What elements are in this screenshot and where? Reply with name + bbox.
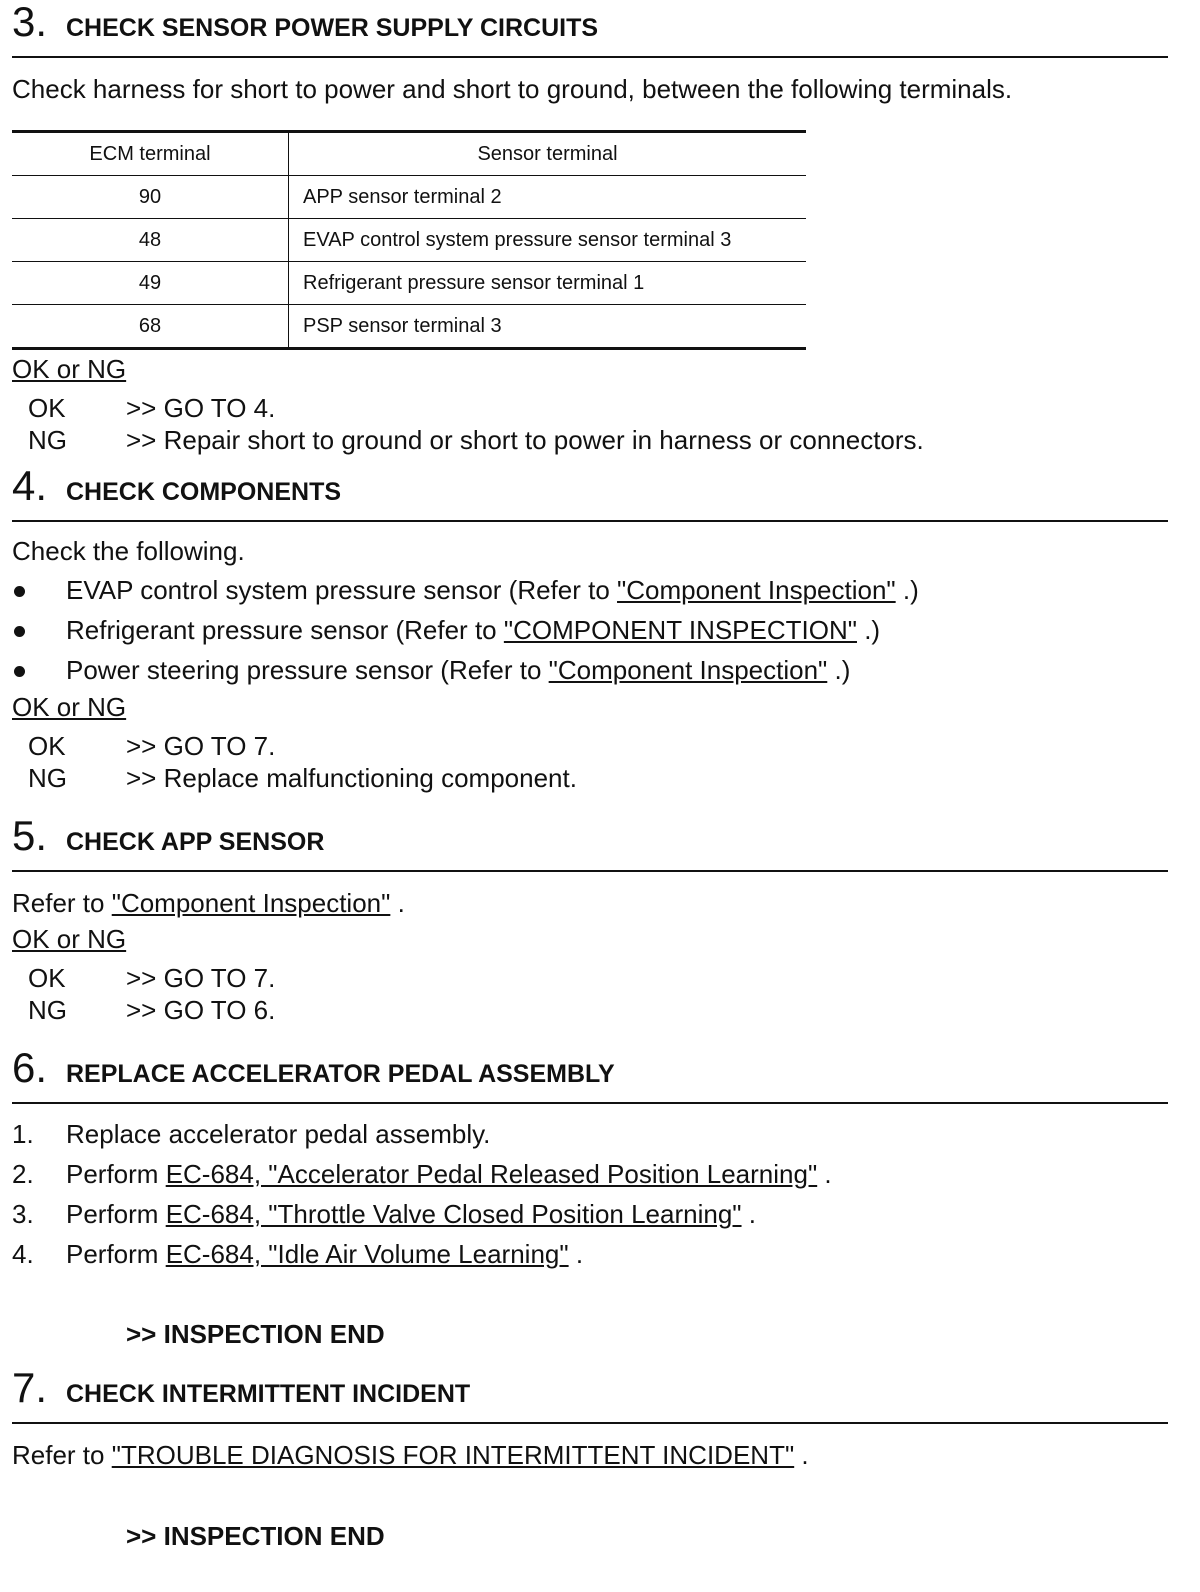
- table-cell-sensor: PSP sensor terminal 3: [289, 305, 807, 349]
- step-5-number: 5.: [12, 812, 48, 859]
- table-cell-ecm: 90: [12, 176, 289, 219]
- list-item: [12, 570, 1168, 610]
- pedal-released-learning-link[interactable]: EC-684, "Accelerator Pedal Released Position Learning": [165, 1159, 818, 1189]
- item-text: [66, 1194, 756, 1234]
- component-inspection-link[interactable]: "COMPONENT INSPECTION": [503, 615, 857, 645]
- list-item: [12, 650, 1168, 690]
- table-row: [12, 305, 806, 349]
- item-number: 2.: [12, 1159, 34, 1189]
- table-header-sensor: Sensor terminal: [289, 132, 807, 176]
- step-5-prefix: Refer to: [12, 888, 112, 918]
- step-7-prefix: Refer to: [12, 1440, 112, 1470]
- numbered-item: [12, 1154, 1168, 1194]
- ng-action: >> GO TO 6.: [126, 995, 276, 1025]
- item-text: [66, 1114, 490, 1154]
- step-7-number: 7.: [12, 1364, 48, 1411]
- idle-air-volume-learning-link[interactable]: EC-684, "Idle Air Volume Learning": [165, 1239, 569, 1269]
- trouble-diagnosis-link[interactable]: "TROUBLE DIAGNOSIS FOR INTERMITTENT INCIDENT": [111, 1440, 795, 1470]
- table-row: [12, 219, 806, 262]
- step-6-section: [12, 1044, 1168, 1350]
- table-cell-sensor: EVAP control system pressure sensor terminal 3: [289, 219, 807, 262]
- list-item-text: [66, 650, 850, 690]
- step-3-intro: Check harness for short to power and short to ground, between the following terminals.: [12, 74, 1013, 104]
- table-header-row: [12, 132, 806, 176]
- step-7-end: >> INSPECTION END: [126, 1521, 385, 1551]
- step-7-header: [12, 1364, 1168, 1424]
- ok-action: >> GO TO 4.: [126, 393, 276, 423]
- item-prefix: Replace accelerator pedal assembly.: [66, 1119, 491, 1149]
- ok-action: >> GO TO 7.: [126, 963, 276, 993]
- numbered-item: [12, 1234, 1168, 1274]
- list-item-prefix: EVAP control system pressure sensor (Refer to: [66, 575, 618, 605]
- terminal-table: [12, 130, 806, 350]
- ng-action: >> Repair short to ground or short to power in harness or connectors.: [126, 425, 924, 455]
- step-6-end: >> INSPECTION END: [126, 1319, 385, 1349]
- step-5-suffix: .: [390, 888, 405, 918]
- table-row: [12, 262, 806, 305]
- item-prefix: Perform: [66, 1199, 166, 1229]
- numbered-item: [12, 1114, 1168, 1154]
- table-cell-ecm: 49: [12, 262, 289, 305]
- item-suffix: .: [568, 1239, 584, 1269]
- item-number: 3.: [12, 1199, 34, 1229]
- step-5-ng-result: [12, 994, 1168, 1026]
- step-6-number: 6.: [12, 1044, 48, 1091]
- table-cell-ecm: 68: [12, 305, 289, 349]
- item-text: [66, 1234, 583, 1274]
- step-4-number: 4.: [12, 462, 48, 509]
- ok-key: OK: [28, 963, 66, 993]
- step-3-title: CHECK SENSOR POWER SUPPLY CIRCUITS: [66, 14, 599, 42]
- step-5-okng-label: OK or NG: [12, 924, 127, 954]
- ng-key: NG: [28, 425, 67, 455]
- list-item: [12, 610, 1168, 650]
- ok-key: OK: [28, 731, 66, 761]
- step-6-header: [12, 1044, 1168, 1104]
- component-inspection-link[interactable]: "Component Inspection": [548, 655, 828, 685]
- table-row: [12, 176, 806, 219]
- list-item-prefix: Refrigerant pressure sensor (Refer to: [66, 615, 504, 645]
- step-3-ok-result: [12, 392, 1168, 424]
- table-cell-sensor: Refrigerant pressure sensor terminal 1: [289, 262, 807, 305]
- list-item-suffix: .): [856, 615, 881, 645]
- item-prefix: Perform: [66, 1159, 166, 1189]
- ok-key: OK: [28, 393, 66, 423]
- step-4-section: [12, 462, 1168, 794]
- table-header-ecm: ECM terminal: [12, 132, 289, 176]
- ng-key: NG: [28, 995, 67, 1025]
- bullet-icon: [14, 626, 25, 637]
- step-5-title: CHECK APP SENSOR: [66, 828, 325, 856]
- step-3-section: [12, 0, 1168, 456]
- step-7-text: [12, 1436, 1168, 1474]
- step-5-header: [12, 812, 1168, 872]
- component-inspection-link[interactable]: "Component Inspection": [617, 575, 896, 605]
- step-5-ok-result: [12, 962, 1168, 994]
- item-prefix: Perform: [66, 1239, 166, 1269]
- step-6-title: REPLACE ACCELERATOR PEDAL ASSEMBLY: [66, 1060, 615, 1088]
- step-7-section: [12, 1364, 1168, 1552]
- step-3-header: [12, 0, 1168, 58]
- step-3-number: 3.: [12, 0, 48, 45]
- step-5-text: [12, 884, 1168, 922]
- list-item-prefix: Power steering pressure sensor (Refer to: [66, 655, 549, 685]
- table-cell-sensor: APP sensor terminal 2: [289, 176, 807, 219]
- throttle-valve-learning-link[interactable]: EC-684, "Throttle Valve Closed Position Learning": [165, 1199, 742, 1229]
- item-number: 1.: [12, 1119, 34, 1149]
- list-item-text: [66, 570, 919, 610]
- ng-action: >> Replace malfunctioning component.: [126, 763, 577, 793]
- bullet-icon: [14, 586, 25, 597]
- step-5-section: [12, 812, 1168, 1026]
- step-4-ng-result: [12, 762, 1168, 794]
- item-text: [66, 1154, 832, 1194]
- list-item-suffix: .): [827, 655, 851, 685]
- list-item-text: [66, 610, 880, 650]
- item-suffix: .: [817, 1159, 832, 1189]
- step-4-okng-label: OK or NG: [12, 692, 127, 722]
- step-3-ng-result: [12, 424, 1168, 456]
- component-inspection-link[interactable]: "Component Inspection": [111, 888, 391, 918]
- step-4-intro: Check the following.: [12, 536, 245, 566]
- ng-key: NG: [28, 763, 67, 793]
- step-4-header: [12, 462, 1168, 522]
- step-4-ok-result: [12, 730, 1168, 762]
- step-7-suffix: .: [794, 1440, 809, 1470]
- ok-action: >> GO TO 7.: [126, 731, 276, 761]
- bullet-icon: [14, 666, 25, 677]
- item-number: 4.: [12, 1239, 34, 1269]
- list-item-suffix: .): [895, 575, 919, 605]
- step-4-title: CHECK COMPONENTS: [66, 478, 342, 506]
- step-7-title: CHECK INTERMITTENT INCIDENT: [66, 1380, 471, 1408]
- numbered-item: [12, 1194, 1168, 1234]
- step-3-okng-label: OK or NG: [12, 354, 127, 384]
- item-suffix: .: [741, 1199, 756, 1229]
- table-cell-ecm: 48: [12, 219, 289, 262]
